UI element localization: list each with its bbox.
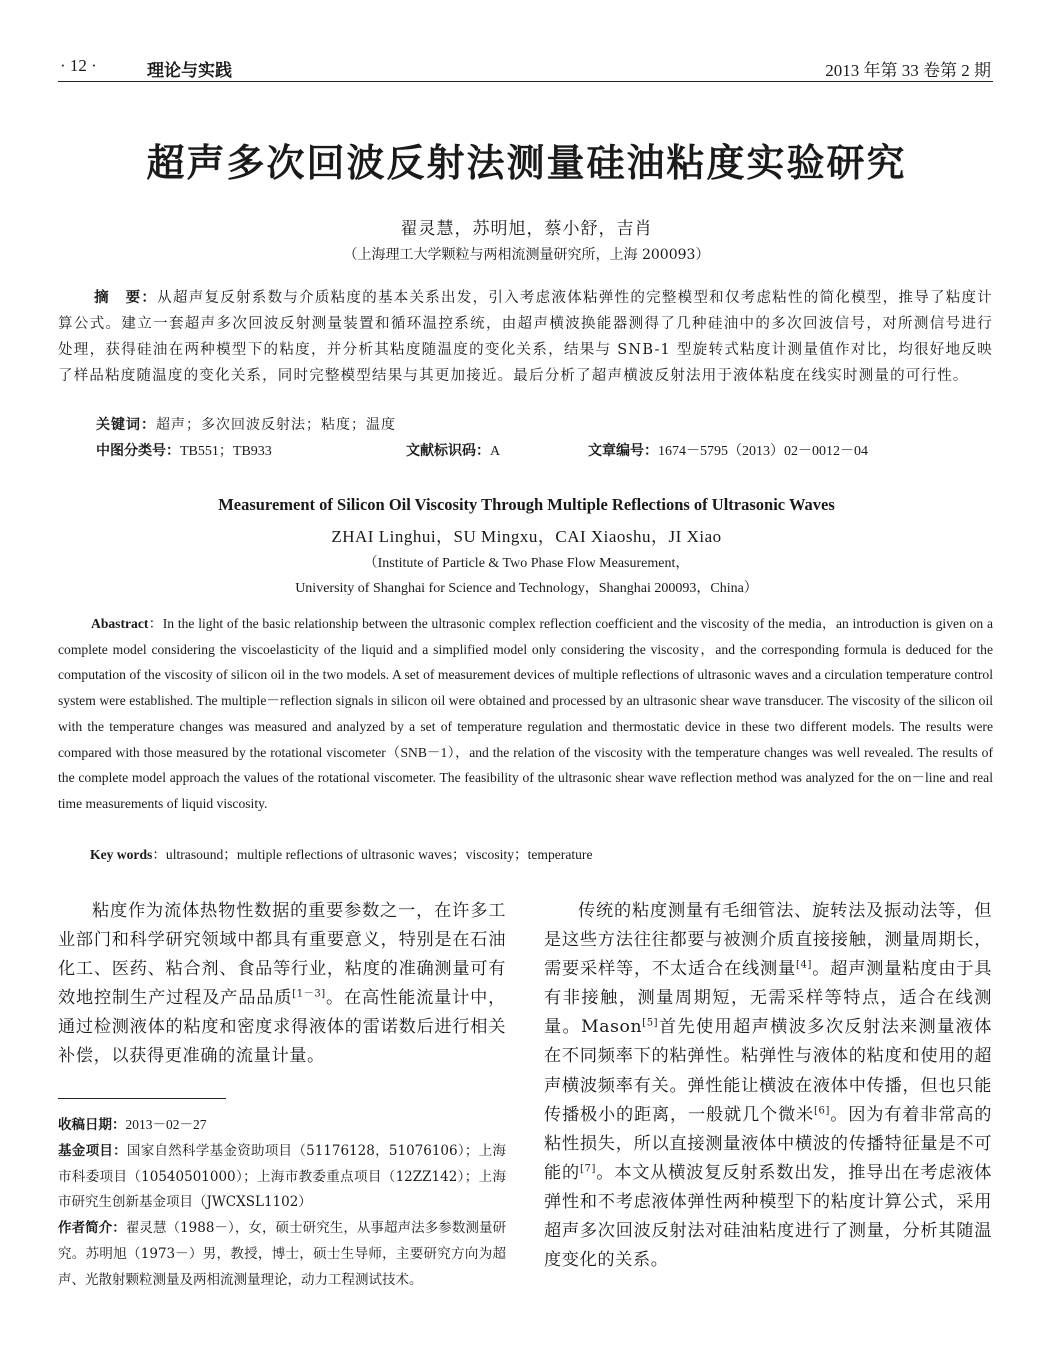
body-right-text5: 。本文从横波复反射系数出发，推导出在考虑液体弹性和不考虑液体弹性两种模型下的粘度计算公式，采用超声多次回波反射法对硅油粘度进行了测量，分析其随温度变化的关系。 [544, 1162, 993, 1271]
english-title: Measurement of Silicon Oil Viscosity Through Multiple Reflections of Ultrasonic Waves [218, 495, 835, 514]
abstract-en [58, 611, 993, 817]
body-right-text1: 传统的粘度测量有毛细管法、旋转法及振动法等，但是这些方法往往都要与被测介质直接接触，测量周期长，需要采样等，不太适合在线测量 [544, 901, 992, 980]
keywords-en-text: ultrasound；multiple reflections of ultrasonic waves；viscosity；temperature [165, 847, 593, 862]
keywords-en-label: Key words [90, 847, 153, 862]
abstract-en-text: In the light of the basic relationship between the ultrasonic complex reflection coefficient and the viscosity of the media，an introduction is given on a complete model considering the viscoelasticity of the liquid and a simplified model only considering the viscosity，and the corresponding formula is deduced for the computation of the viscosity of silicon oil in the two models. A set of measurement devices of multiple reflections of ultrasonic waves and a circulation temperature control system were established. The multiple－reflection signals in silicon oil were obtained and processed by an ultrasonic shear wave transducer. The viscosity of the silicon oil with the temperature changes was measured and analyzed by a set of temperature regulation and thermostatic device in these two different models. The results were compared with those measured by the rotational viscometer（SNB－1），and the relation of the viscosity with the temperature changes was well revealed. The results of the complete model approach the values of the rotational viscometer. The feasibility of the ultrasonic shear wave reflection method was analyzed for the on－line and real time measurements of liquid viscosity. [58, 616, 994, 811]
abstract-en-label: Abastract [91, 616, 149, 631]
article-number-value: 1674－5795（2013）02－0012－04 [658, 444, 868, 459]
received-value: 2013－02－27 [125, 1117, 207, 1132]
body-right-column [544, 897, 992, 1275]
header-rule [58, 81, 993, 82]
keywords-cn [96, 414, 396, 434]
citation-4: [4] [796, 959, 812, 971]
article-number-label: 文章编号： [588, 443, 658, 459]
abstract-cn-label: 摘 要： [94, 290, 158, 306]
clc-value: TB551；TB933 [180, 444, 272, 459]
doc-code-label: 文献标识码： [406, 443, 490, 459]
english-affiliation-line2: University of Shanghai for Science and Technology，Shanghai 200093，China） [295, 581, 758, 596]
body-left-text2: 。在高性能流量计中，通过检测液体的粘度和密度求得液体的雷诺数后进行相关补偿，以获得更准确的流量计量。 [58, 988, 506, 1067]
clc-label: 中图分类号： [96, 443, 180, 459]
citation-7: [7] [580, 1163, 596, 1175]
footnote-received [58, 1112, 506, 1139]
footnote-bio [58, 1216, 506, 1293]
footnotes [58, 1112, 506, 1294]
keywords-en [90, 843, 593, 863]
fund-label: 基金项目： [58, 1142, 127, 1159]
bio-label: 作者简介： [58, 1220, 126, 1237]
abstract-en-colon: ： [148, 616, 163, 631]
english-authors: ZHAI Linghui，SU Mingxu，CAI Xiaoshu，JI Xiao [331, 527, 722, 546]
affiliation: （上海理工大学颗粒与两相流测量研究所，上海 200093） [343, 247, 710, 263]
footnote-fund [58, 1139, 506, 1216]
paper-title: 超声多次回波反射法测量硅油粘度实验研究 [146, 141, 907, 185]
abstract-cn-text: 从超声复反射系数与介质粘度的基本关系出发，引入考虑液体粘弹性的完整模型和仅考虑粘性的简化模型，推导了粘度计算公式。建立一套超声多次回波反射测量装置和循环温控系统，由超声横波换能器测得了几种硅油中的多次回波信号，对所测信号进行处理，获得硅油在两种模型下的粘度，并分析其粘度随温度的变化关系，结果与 SNB-1 型旋转式粘度计测量值作对比，均很好地反映了样品粘度随温度的变化关系，同时完整模型结果与其更加接近。最后分析了超声横波反射法用于液体粘度在线实时测量的可行性。 [58, 290, 993, 384]
citation-1-3: [1－3] [292, 988, 326, 1000]
bio-value: 翟灵慧（1988－），女，硕士研究生，从事超声法多参数测量研究。苏明旭（1973－）男，教授，博士，硕士生导师，主要研究方向为超声、光散射颗粒测量及两相流测量理论，动力工程测试技术。 [58, 1220, 507, 1288]
issue-info: 2013 年第 33 卷第 2 期 [825, 61, 991, 80]
abstract-cn [58, 285, 993, 389]
keywords-cn-text: 超声；多次回波反射法；粘度；温度 [156, 417, 396, 433]
classification-line [96, 440, 996, 460]
citation-5: [5] [642, 1017, 659, 1029]
keywords-cn-label: 关键词： [96, 417, 156, 433]
body-right-text3: 首先使用超声横波多次反射法来测量液体在不同频率下的粘弹性。粘弹性与液体的粘度和使用的超声横波频率有关。弹性能让横波在液体中传播，但也只能传播极小的距离，一般就几个微米 [544, 1017, 992, 1125]
citation-6: [6] [814, 1104, 830, 1116]
fund-value: 国家自然科学基金资助项目（51176128，51076106）；上海市科委项目（10540501000）；上海市教委重点项目（12ZZ142）；上海市研究生创新基金项目（JWCXSL1102） [58, 1142, 506, 1211]
received-label: 收稿日期： [58, 1117, 126, 1133]
keywords-en-colon: ： [152, 847, 166, 862]
body-right-text2: 。超声测量粘度由于具有非接触，测量周期短，无需采样等特点，适合在线测量。Mason [544, 959, 992, 1038]
footnote-rule [58, 1098, 226, 1099]
section-name: 理论与实践 [147, 61, 232, 81]
english-affiliation-line1: （Institute of Particle & Two Phase Flow Measurement， [363, 556, 690, 571]
body-right-text4: 。因为有着非常高的粘性损失，所以直接测量液体中横波的传播特征量是不可能的 [544, 1104, 992, 1183]
author-list: 翟灵慧，苏明旭，蔡小舒，吉肖 [400, 219, 653, 239]
body-left-column [58, 897, 506, 1072]
doc-code-value: A [490, 444, 501, 459]
body-left-text1: 粘度作为流体热物性数据的重要参数之一，在许多工业部门和科学研究领域中都具有重要意义，特别是在石油化工、医药、粘合剂、食品等行业，粘度的准确测量可有效地控制生产过程及产品品质 [58, 901, 506, 1009]
page-number: · 12 · [60, 56, 97, 75]
